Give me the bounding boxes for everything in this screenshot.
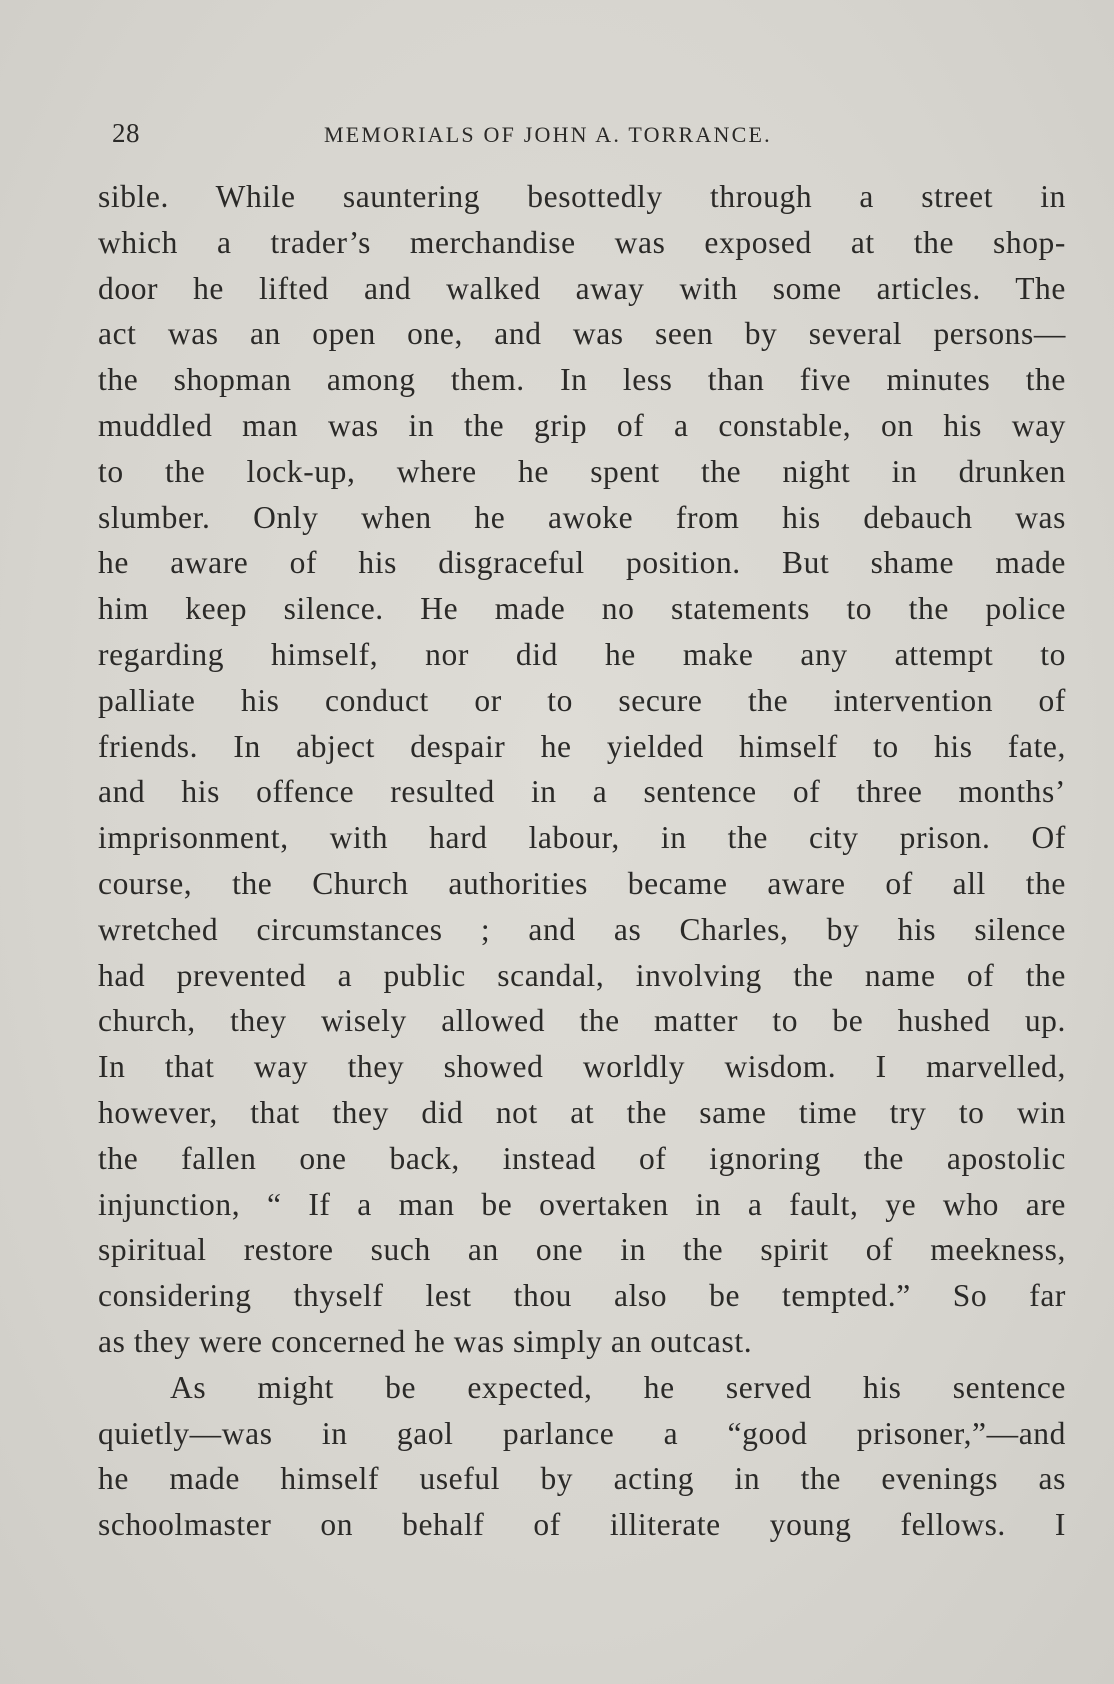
text-line: however, that they did not at the same time try to win [98,1094,1066,1130]
text-line: course, the Church authorities became aware of all the [98,865,1066,901]
text-line: schoolmaster on behalf of illiterate young fellows. I [98,1507,1066,1543]
text-line: slumber. Only when he awoke from his debauch was [98,499,1066,535]
text-line: muddled man was in the grip of a constable, on his way [98,407,1066,443]
text-line: he aware of his disgraceful position. But shame made [98,545,1066,581]
text-line: palliate his conduct or to secure the intervention of [98,682,1066,718]
text-line: act was an open one, and was seen by several persons— [98,316,1066,352]
text-line: In that way they showed worldly wisdom. I marvelled, [98,1049,1066,1085]
text-line: quietly—was in gaol parlance a “good prisoner,”—and [98,1415,1066,1451]
text-line: had prevented a public scandal, involving the name of the [98,957,1066,993]
text-line: to the lock-up, where he spent the night in drunken [98,453,1066,489]
paragraph-end-line: as they were concerned he was simply an outcast. [98,1323,753,1359]
text-line: sible. While sauntering besottedly through a street in [98,179,1066,214]
text-line: wretched circumstances ; and as Charles, by his silence [98,911,1066,947]
text-line: and his offence resulted in a sentence of three months’ [98,774,1066,810]
text-line: door he lifted and walked away with some articles. The [98,270,1066,306]
text-line: imprisonment, with hard labour, in the city prison. Of [98,820,1066,856]
text-line: considering thyself lest thou also be tempted.” So far [98,1278,1066,1314]
text-line: him keep silence. He made no statements to the police [98,591,1066,627]
paragraph-start-line: As might be expected, he served his sentence [170,1369,1066,1405]
text-line: injunction, “ If a man be overtaken in a fault, ye who are [98,1186,1066,1222]
running-head [112,118,1022,152]
text-line: spiritual restore such an one in the spirit of meekness, [98,1232,1066,1268]
text-line: the fallen one back, instead of ignoring the apostolic [98,1140,1066,1176]
text-line: friends. In abject despair he yielded himself to his fate, [98,728,1066,764]
text-line: he made himself useful by acting in the evenings as [98,1461,1066,1497]
text-line: the shopman among them. In less than five minutes the [98,362,1066,398]
body-text [98,174,1066,1548]
page-number: 28 [112,118,140,148]
text-line: regarding himself, nor did he make any attempt to [98,636,1066,672]
text-line: which a trader’s merchandise was exposed at the shop- [98,224,1066,260]
text-line: church, they wisely allowed the matter to be hushed up. [98,1003,1066,1039]
running-title: MEMORIALS OF JOHN A. TORRANCE. [324,122,772,147]
